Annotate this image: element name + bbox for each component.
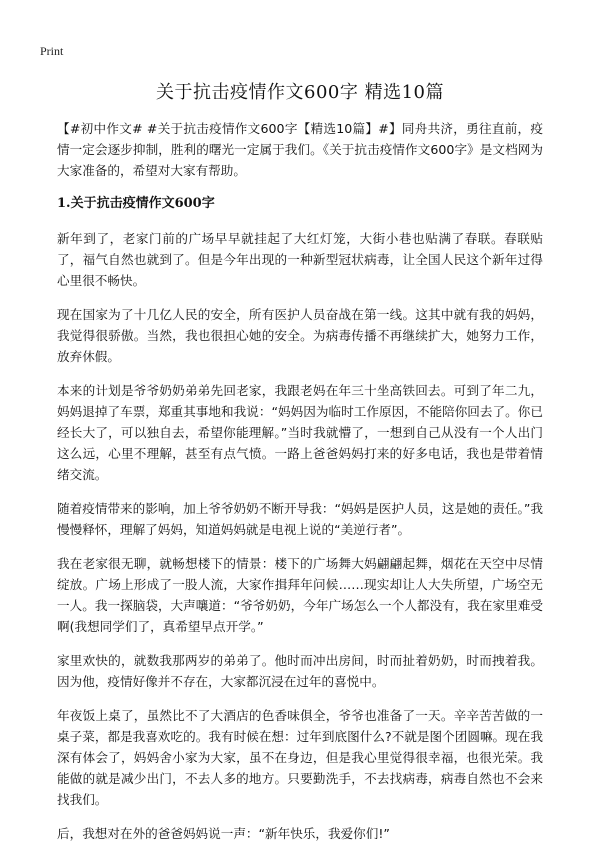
paragraph: 随着疫情带来的影响，加上爷爷奶奶不断开导我：“妈妈是医护人员，这是她的责任。”我慢慢释怀，理解了妈妈，知道妈妈就是电视上说的“美逆行者”。 [57, 501, 543, 537]
article-body [57, 118, 543, 857]
paragraph: 本来的计划是爷爷奶奶弟弟先回老家，我跟老妈在年三十坐高铁回去。可到了年二九，妈妈退掉了车票，郑重其事地和我说：“妈妈因为临时工作原因，不能陪你回去了。你已经长大了，可以独自去，希望你能理解。”当时我就懵了，一想到自己从没有一个人出门这么远，心里不理解，甚至有点气愤。一路上爸爸妈妈打来的好多电话，我也是带着情绪交流。 [57, 383, 543, 482]
paragraph: 年夜饭上桌了，虽然比不了大酒店的色香味俱全，爷爷也准备了一天。辛辛苦苦做的一桌子菜，都是我喜欢吃的。我有时候在想：过年到底图什么?不就是图个团圆嘛。现在我深有体会了，妈妈舍小家为大家，虽不在身边，但是我心里觉得很幸福，也很光荣。我能做的就是减少出门，不去人多的地方。只要勤洗手，不去找病毒，病毒自然也不会来找我们。 [57, 708, 543, 807]
paragraph: 现在国家为了十几亿人民的安全，所有医护人员奋战在第一线。这其中就有我的妈妈，我觉得很骄傲。当然，我也很担心她的安全。为病毒传播不再继续扩大，她努力工作，放弃休假。 [57, 307, 543, 364]
paragraph: 后，我想对在外的爸爸妈妈说一声：“新年快乐，我爱你们!” [57, 826, 390, 841]
section-heading: 1.关于抗击疫情作文600字 [57, 196, 215, 211]
paragraph: 家里欢快的，就数我那两岁的弟弟了。他时而冲出房间，时而扯着奶奶，时而拽着我。因为他，疫情好像并不存在，大家都沉浸在过年的喜悦中。 [57, 653, 543, 689]
article-intro: 【#初中作文# #关于抗击疫情作文600字【精选10篇】#】同舟共济，勇往直前，疫情一定会逐步抑制，胜利的曙光一定属于我们。《关于抗击疫情作文600字》是文档网为大家准备的，希望对大家有帮助。 [57, 121, 543, 178]
paragraph: 新年到了，老家门前的广场早早就挂起了大红灯笼，大街小巷也贴满了春联。春联贴了，福气自然也就到了。但是今年出现的一种新型冠状病毒，让全国人民这个新年过得心里很不畅快。 [57, 231, 543, 288]
print-link[interactable]: Print [40, 44, 64, 58]
page-title: 关于抗击疫情作文600字 精选10篇 [156, 82, 444, 103]
paragraph: 我在老家很无聊，就畅想楼下的情景：楼下的广场舞大妈翩翩起舞，烟花在天空中尽情绽放。广场上形成了一股人流，大家作揖拜年问候……现实却让人大失所望，广场空无一人。我一探脑袋，大声嚷道：“爷爷奶奶，今年广场怎么一个人都没有，我在家里难受啊(我想同学们了，真希望早点开学。” [57, 556, 543, 634]
